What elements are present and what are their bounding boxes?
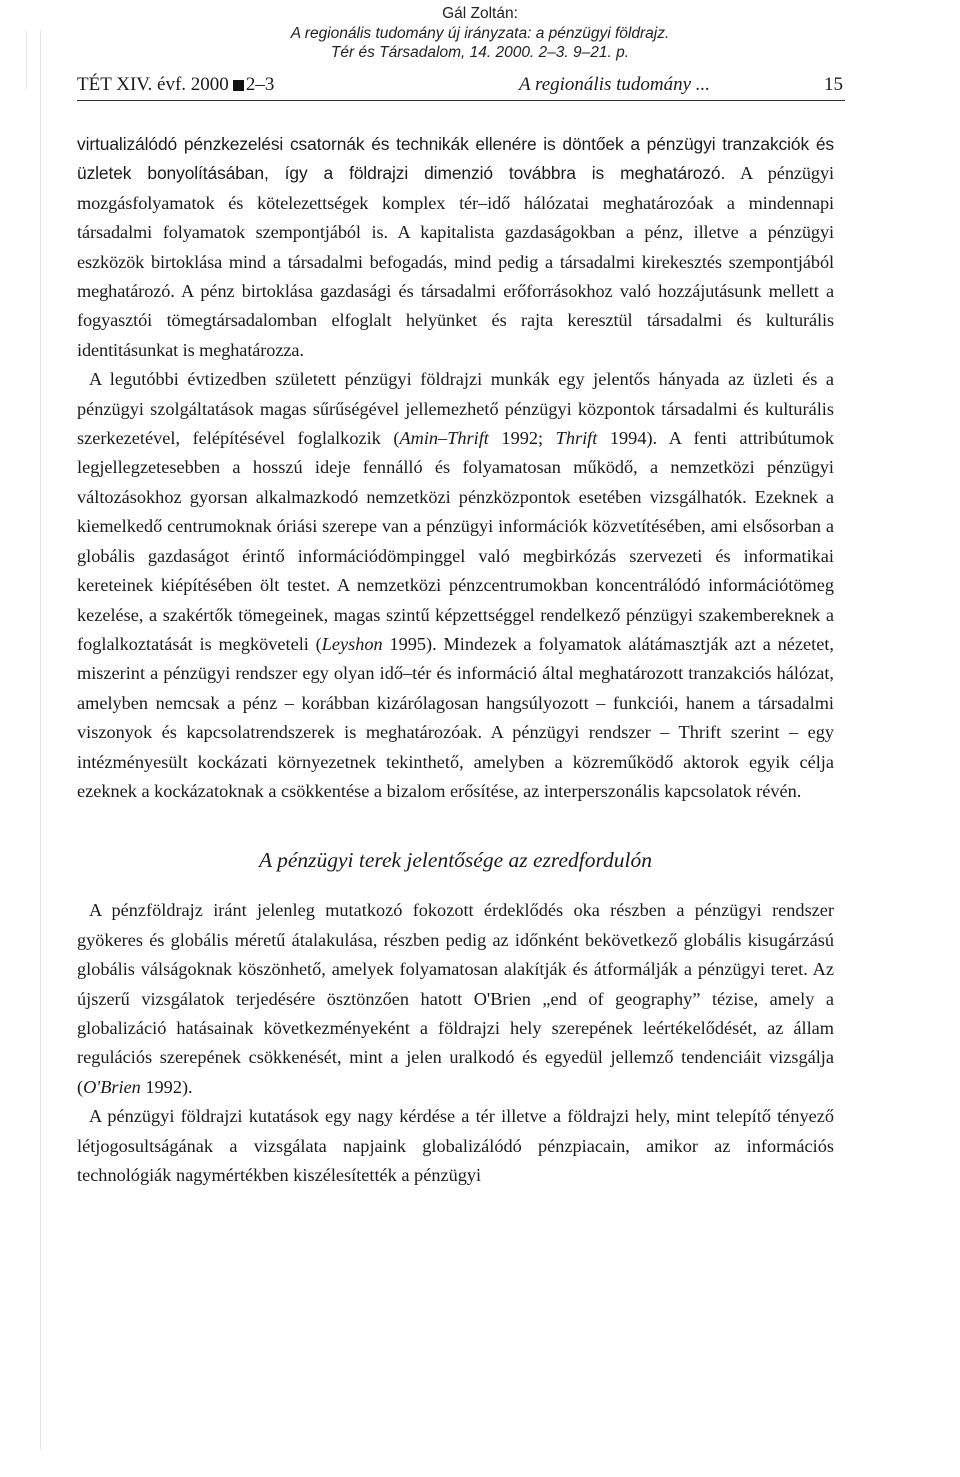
journal-issue: 2–3 xyxy=(245,74,275,95)
article-body xyxy=(77,130,834,1190)
running-head-title: A regionális tudomány ... xyxy=(519,74,711,95)
page-margin-line xyxy=(40,30,41,1450)
section-heading: A pénzügyi terek jelentősége az ezredfordulón xyxy=(258,848,653,873)
running-head xyxy=(77,72,845,100)
journal-volume: TÉT XIV. évf. 2000 xyxy=(77,74,229,95)
citation-obrien: O'Brien xyxy=(83,1076,141,1097)
paragraph-1-rest: A pénzügyi mozgásfolyamatok és kötelezettségek komplex tér–idő hálózatai meghatározóak a mindennapi társadalmi folyamatok szempontjából is. A kapitalista gazdaságokban a pénz, illetve a pénzügyi eszközök birtoklása mind a társadalmi befogadás, mind pedig a társadalmi kirekesztés szempontjából meghatározó. A pénz birtoklása gazdasági és társadalmi erőforrásokhoz való hozzájutásunk mellett a fogyasztói tömegtársadalomban elfoglalt helyünket és rajta keresztül társadalmi és kulturális identitásunkat is meghatározza. xyxy=(77,163,834,360)
running-head-journal xyxy=(77,72,274,98)
black-square-icon xyxy=(233,80,244,91)
header-rule xyxy=(77,100,845,101)
citation-header xyxy=(0,4,960,63)
paragraph-2-part-c: 1994). A fenti attribútumok legjellegzetesebben a hosszú ideje fennálló és folyamatosan működő, a nemzetközi pénzügyi változásokhoz gyorsan alkalmazkodó nemzetközi pénzközpontok esetében vizsgálhatók. Ezeknek a kiemelkedő centrumoknak óriási szerepe van a pénzügyi információk közvetítésében, ami elsősorban a globális gazdaságot érintő információdömpinggel való megbirkózás szervezeti és informatikai kereteinek kiépítésében ölt testet. A nemzetközi pénzcentrumokban koncentrálódó információtömeg kezelése, a szakértők tömegeinek, magas szintű képzettséggel rendelkező pénzügyi szakembereknek a foglalkoztatását is megköveteli ( xyxy=(77,428,834,654)
citation-author: Gál Zoltán: xyxy=(442,5,518,22)
paragraph-2-part-d: 1995). Mindezek a folyamatok alátámasztják azt a nézetet, miszerint a pénzügyi rendszer egy olyan idő–tér és információ által meghatározott tranzakciós hálózat, amelyben nemcsak a pénz – korábban kizárólagosan hangsúlyozott – funkciói, hanem a társadalmi viszonyok és kapcsolatrendszerek is meghatározóak. A pénzügyi rendszer – Thrift szerint – egy intézményesült kockázati környezetnek tekinthető, amelyben a közreműködő aktorok egyik célja ezeknek a kockázatoknak a csökkentése a bizalom erősítése, az interperszonális kapcsolatok révén. xyxy=(77,633,834,801)
paragraph-2 xyxy=(77,365,834,806)
citation-source: Tér és Társadalom, 14. 2000. 2–3. 9–21. p. xyxy=(330,44,630,61)
paragraph-3 xyxy=(77,896,834,1102)
citation-amin-thrift: Amin–Thrift xyxy=(399,428,489,449)
page-number: 15 xyxy=(824,74,843,95)
citation-title: A regionális tudomány új irányzata: a pénzügyi földrajz. xyxy=(290,24,670,42)
paragraph-2-part-a: A legutóbbi évtizedben született pénzügyi földrajzi munkák egy jelentős hányada az üzleti és a pénzügyi szolgáltatások magas sűrűségével jellemezhető pénzügyi központok társadalmi és kulturális szerkezetével, felépítésével foglalkozik ( xyxy=(77,369,834,449)
paragraph-3-part-b: 1992). xyxy=(140,1076,193,1097)
citation-thrift: Thrift xyxy=(555,428,598,449)
paragraph-1 xyxy=(77,130,834,365)
paragraph-3-part-a: A pénzföldrajz iránt jelenleg mutatkozó fokozott érdeklődés oka részben a pénzügyi rendszer gyökeres és globális méretű átalakulása, részben pedig az időnként bekövetkező globális kisugárzású globális válságoknak köszönhető, amelyek folyamatosan alakítják és átformálják a pénzügyi teret. Az újszerű vizsgálatok terjedésére ösztönzően hatott O'Brien „end of geography” tézise, amely a globalizáció hatásainak következményeként a földrajzi hely szerepének leértékelődését, az állam regulációs szerepének csökkenését, mint a jelen uralkodó és egyedül jellemző tendenciáit vizsgálja ( xyxy=(77,900,834,1097)
paragraph-4: A pénzügyi földrajzi kutatások egy nagy kérdése a tér illetve a földrajzi hely, mint telepítő tényező létjogosultságának a vizsgálata napjaink globalizálódó pénzpiacain, amikor az információs technológiák nagymértékben kiszélesítették a pénzügyi xyxy=(77,1106,834,1185)
paragraph-2-part-b: 1992; xyxy=(488,428,556,449)
paragraph-1-lead: virtualizálódó pénzkezelési csatornák és technikák ellenére is döntőek a pénzügyi tranzakciók és üzletek bonyolításában, így a földrajzi dimenzió továbbra is meghatározó. xyxy=(77,134,834,184)
citation-leyshon: Leyshon xyxy=(321,633,383,654)
